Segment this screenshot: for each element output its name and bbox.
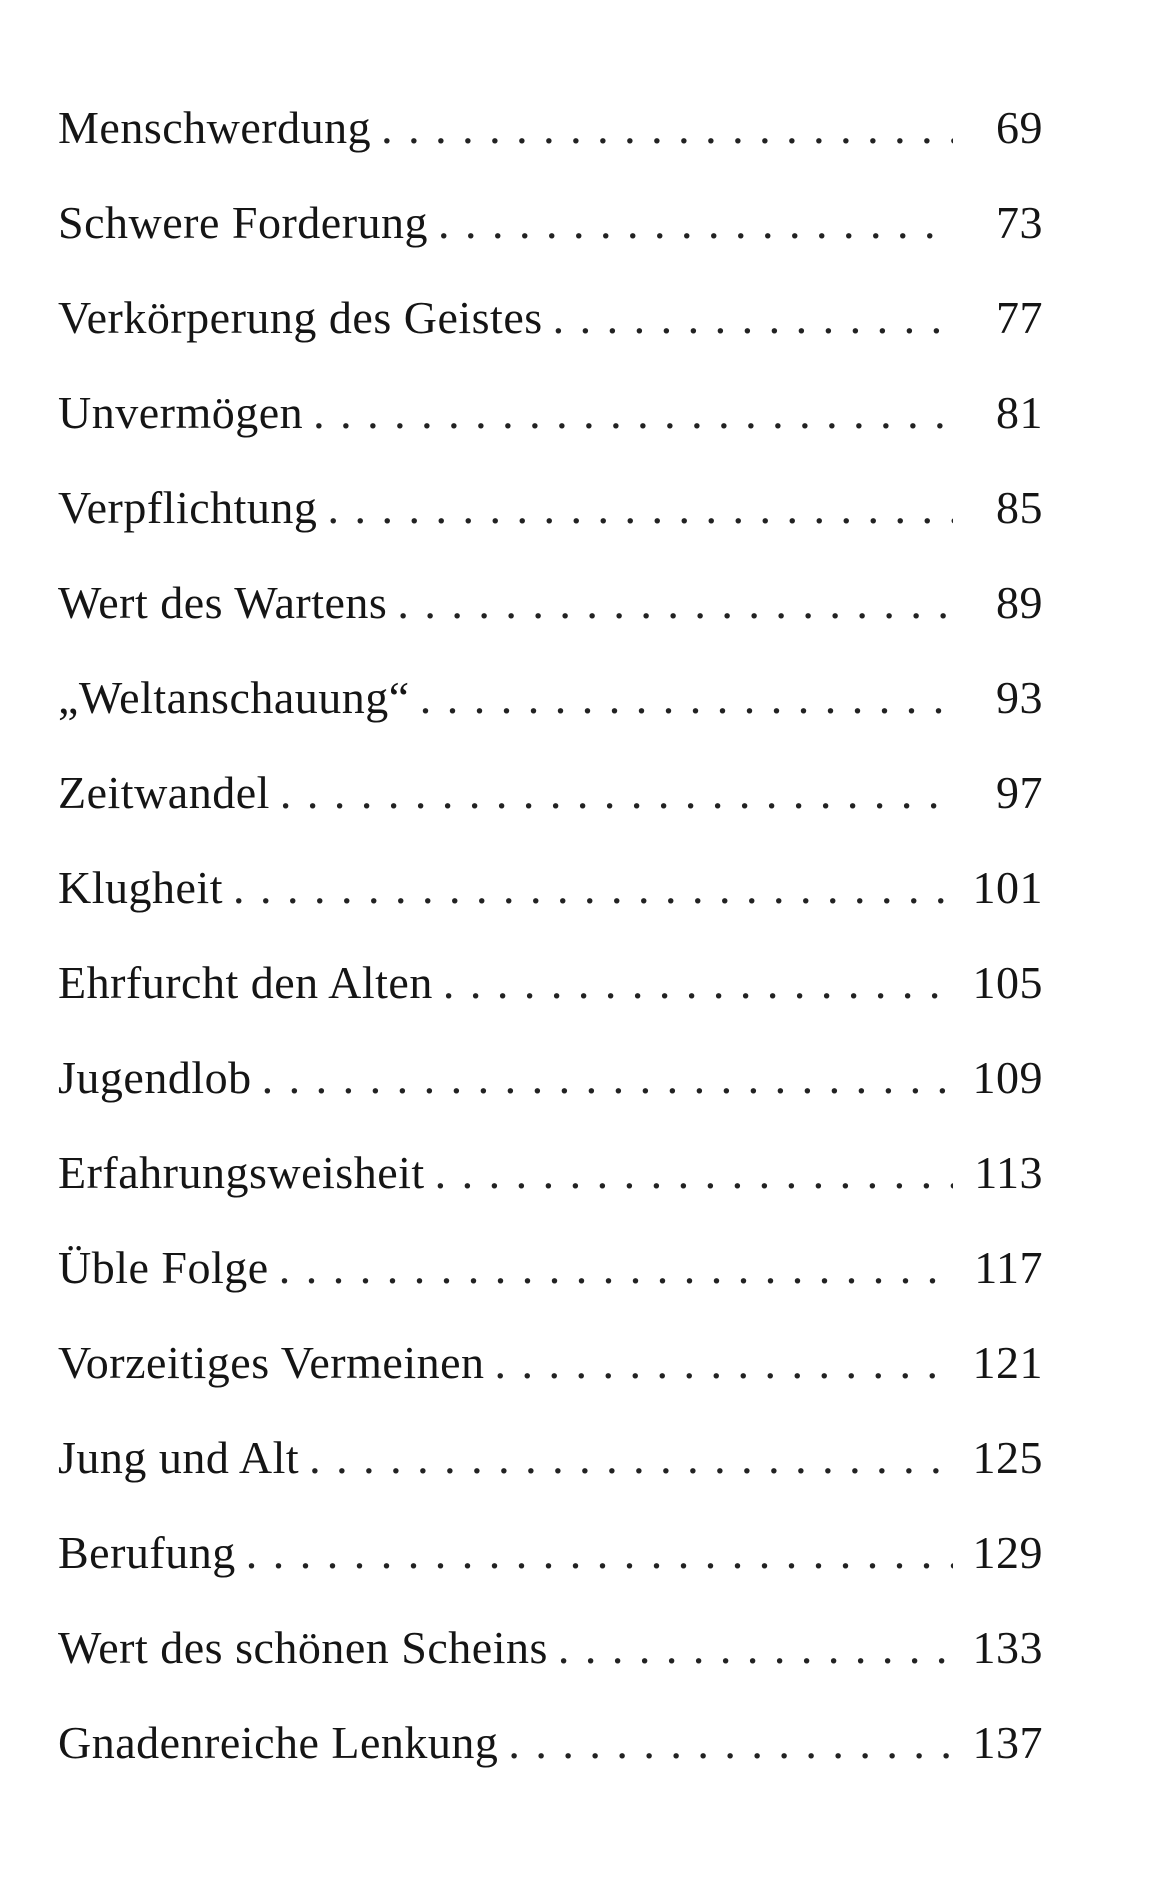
toc-entry-title: Berufung — [58, 1527, 236, 1578]
toc-entry-title: „Weltanschauung“ — [58, 672, 410, 723]
toc-entry — [58, 270, 1043, 365]
toc-dot-leader — [246, 1505, 953, 1600]
toc-entry — [58, 365, 1043, 460]
toc-dot-leader — [381, 80, 953, 175]
toc-entry — [58, 460, 1043, 555]
toc-entry — [58, 745, 1043, 840]
toc-entry — [58, 1220, 1043, 1315]
toc-dot-leader — [558, 1600, 953, 1695]
toc-dot-leader — [553, 270, 953, 365]
toc-dot-leader — [508, 1695, 953, 1790]
toc-dot-leader — [280, 745, 953, 840]
toc-dot-leader — [279, 1220, 953, 1315]
toc-dot-leader — [438, 175, 953, 270]
toc-entry-page: 89 — [996, 577, 1043, 628]
toc-entry-page: 69 — [996, 102, 1043, 153]
toc-entry-page: 93 — [996, 672, 1043, 723]
toc-dot-leader — [233, 840, 953, 935]
toc-entry-page: 85 — [996, 482, 1043, 533]
toc-dot-leader — [397, 555, 953, 650]
toc-entry-title: Gnadenreiche Lenkung — [58, 1717, 499, 1768]
toc-entry-title: Zeitwandel — [58, 767, 270, 818]
toc-entry-title: Unvermögen — [58, 387, 304, 438]
toc-entry-title: Schwere Forderung — [58, 197, 429, 248]
toc-entry-page: 133 — [972, 1622, 1043, 1673]
toc-dot-leader — [435, 1125, 953, 1220]
toc-entry — [58, 1125, 1043, 1220]
toc-entry-page: 101 — [972, 862, 1043, 913]
toc-entry — [58, 1410, 1043, 1505]
toc-entry-page: 137 — [972, 1717, 1043, 1768]
toc-entry-page: 117 — [974, 1242, 1043, 1293]
toc-entry-page: 121 — [972, 1337, 1043, 1388]
table-of-contents — [58, 80, 1043, 1790]
toc-entry — [58, 1600, 1043, 1695]
toc-entry — [58, 555, 1043, 650]
toc-entry-title: Jugendlob — [58, 1052, 252, 1103]
toc-dot-leader — [443, 935, 953, 1030]
toc-entry — [58, 650, 1043, 745]
toc-entry — [58, 935, 1043, 1030]
toc-entry-title: Verkörperung des Geistes — [58, 292, 543, 343]
toc-entry-page: 129 — [972, 1527, 1043, 1578]
toc-entry — [58, 1505, 1043, 1600]
toc-entry — [58, 1695, 1043, 1790]
toc-entry — [58, 1030, 1043, 1125]
toc-entry-title: Erfahrungsweisheit — [58, 1147, 425, 1198]
toc-entry-page: 77 — [996, 292, 1043, 343]
toc-dot-leader — [313, 365, 953, 460]
toc-entry-title: Wert des Wartens — [58, 577, 388, 628]
toc-entry-title: Klugheit — [58, 862, 223, 913]
toc-entry-page: 105 — [972, 957, 1043, 1008]
toc-entry-title: Üble Folge — [58, 1242, 269, 1293]
toc-entry-page: 73 — [996, 197, 1043, 248]
toc-entry-title: Verpflichtung — [58, 482, 318, 533]
toc-entry-title: Wert des schönen Scheins — [58, 1622, 548, 1673]
toc-entry-title: Menschwerdung — [58, 102, 372, 153]
toc-entry-title: Jung und Alt — [58, 1432, 300, 1483]
toc-entry-title: Ehrfurcht den Alten — [58, 957, 433, 1008]
toc-entry-page: 81 — [996, 387, 1043, 438]
toc-entry — [58, 175, 1043, 270]
toc-entry-page: 97 — [996, 767, 1043, 818]
toc-entry-page: 109 — [972, 1052, 1043, 1103]
toc-entry — [58, 80, 1043, 175]
toc-entry — [58, 840, 1043, 935]
toc-dot-leader — [420, 650, 953, 745]
toc-dot-leader — [327, 460, 953, 555]
toc-dot-leader — [262, 1030, 953, 1125]
toc-dot-leader — [309, 1410, 953, 1505]
toc-dot-leader — [495, 1315, 953, 1410]
toc-entry-page: 125 — [972, 1432, 1043, 1483]
toc-entry-page: 113 — [974, 1147, 1043, 1198]
toc-entry-title: Vorzeitiges Vermeinen — [58, 1337, 485, 1388]
toc-entry — [58, 1315, 1043, 1410]
